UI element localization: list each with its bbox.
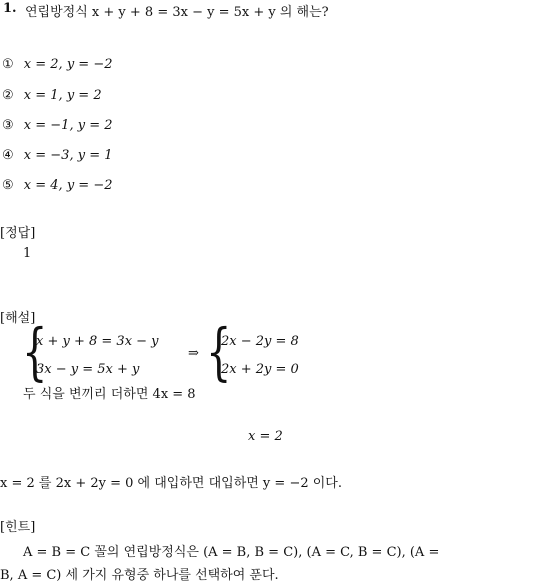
choice-text: x = −1, y = 2 — [23, 118, 113, 133]
choice-text: x = 4, y = −2 — [23, 178, 113, 193]
choice-1[interactable] — [2, 57, 113, 72]
answer-label: [정답] — [0, 226, 36, 241]
question-text: 연립방정식 x + y + 8 = 3x − y = 5x + y 의 해는? — [25, 5, 329, 20]
choice-text: x = 2, y = −2 — [23, 57, 113, 72]
answer-value: 1 — [23, 246, 32, 261]
left-brace-icon: { — [22, 317, 48, 389]
choice-text: x = 1, y = 2 — [23, 88, 102, 103]
question-number: 1. — [3, 1, 17, 16]
system2-eq1: 2x − 2y = 8 — [221, 334, 299, 349]
choice-mark: ① — [2, 57, 14, 72]
left-brace-icon: { — [206, 317, 232, 389]
choice-mark: ④ — [2, 148, 14, 163]
hint-line-1: A = B = C 꼴의 연립방정식은 (A = B, B = C), (A = C, B = C), (A = — [23, 545, 440, 560]
choice-4[interactable] — [2, 148, 113, 163]
choice-mark: ③ — [2, 118, 14, 133]
system2-eq2: 2x + 2y = 0 — [221, 362, 299, 377]
solution-line-1: 두 식을 변끼리 더하면 4x = 8 — [23, 387, 196, 402]
choice-text: x = −3, y = 1 — [23, 148, 113, 163]
choice-3[interactable] — [2, 118, 113, 133]
system1-eq2: 3x − y = 5x + y — [36, 362, 140, 377]
system1-eq1: x + y + 8 = 3x − y — [36, 334, 159, 349]
choice-mark: ⑤ — [2, 178, 14, 193]
hint-label: [힌트] — [0, 520, 36, 535]
choice-2[interactable] — [2, 88, 102, 103]
choice-mark: ② — [2, 88, 14, 103]
hint-line-2: B, A = C) 세 가지 유형중 하나를 선택하여 푼다. — [0, 568, 279, 583]
solution-line-3: x = 2 를 2x + 2y = 0 에 대입하면 대입하면 y = −2 이다. — [0, 476, 342, 491]
choice-5[interactable] — [2, 178, 113, 193]
solution-line-2: x = 2 — [248, 429, 283, 444]
implies-arrow-icon: ⇒ — [188, 346, 199, 361]
solution-label: [해설] — [0, 311, 36, 326]
